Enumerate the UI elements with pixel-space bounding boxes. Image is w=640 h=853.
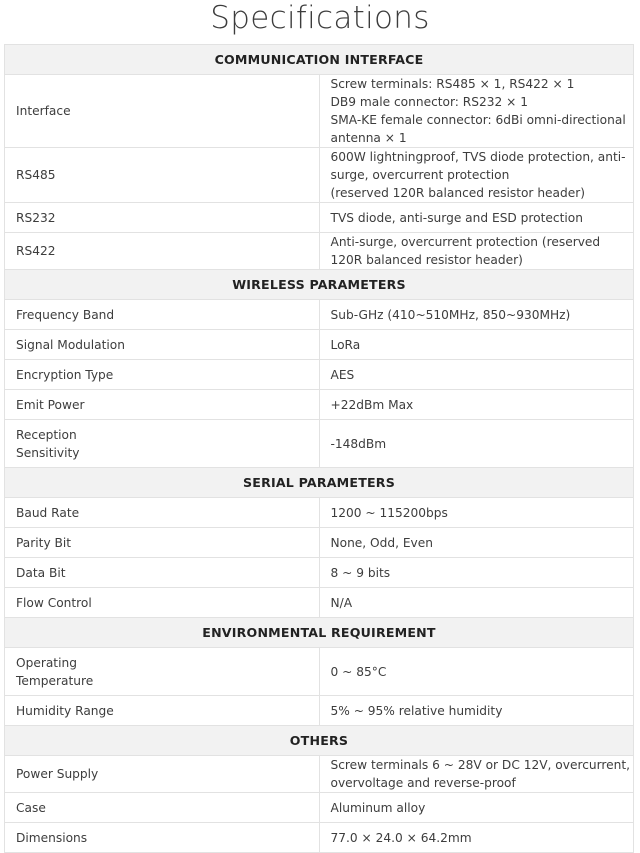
spec-row-data-bit (5, 558, 634, 588)
spec-value (319, 360, 634, 390)
spec-label (5, 390, 320, 420)
spec-row-rs232 (5, 203, 634, 233)
spec-label-line: Reception (16, 427, 77, 442)
spec-value (319, 203, 634, 233)
spec-row-power-supply (5, 756, 634, 793)
spec-value (319, 558, 634, 588)
spec-value-line: +22dBm Max (330, 397, 414, 412)
spec-value (319, 756, 634, 793)
spec-value (319, 330, 634, 360)
spec-label-line: Encryption Type (16, 367, 114, 382)
spec-row-rs422 (5, 233, 634, 270)
spec-row-case (5, 793, 634, 823)
spec-row-dimensions (5, 823, 634, 853)
spec-label-line: Data Bit (16, 565, 66, 580)
spec-value-line: Screw terminals: RS485 × 1, RS422 × 1 (330, 77, 575, 91)
spec-value-line: 77.0 × 24.0 × 64.2mm (330, 830, 472, 845)
spec-label (5, 528, 320, 558)
page-title: Specifications (210, 0, 430, 36)
spec-value-line: N/A (330, 595, 353, 610)
section-heading: OTHERS (5, 726, 634, 756)
spec-value (319, 148, 634, 203)
spec-value-line: SMA-KE female connector: 6dBi omni-directional antenna × 1 (330, 113, 626, 145)
section-heading: WIRELESS PARAMETERS (5, 270, 634, 300)
spec-value (319, 793, 634, 823)
spec-value-line: TVS diode, anti-surge and ESD protection (330, 210, 583, 225)
spec-label-line: Interface (16, 104, 71, 118)
spec-label (5, 696, 320, 726)
spec-label-line: Humidity Range (16, 703, 114, 718)
spec-label (5, 233, 320, 270)
section-header-others (5, 726, 634, 756)
spec-value-line: LoRa (330, 337, 361, 352)
spec-value (319, 420, 634, 468)
spec-label (5, 300, 320, 330)
spec-value (319, 588, 634, 618)
spec-row-operating-temperature (5, 648, 634, 696)
spec-row-reception-sensitivity (5, 420, 634, 468)
spec-row-rs485 (5, 148, 634, 203)
spec-value (319, 648, 634, 696)
spec-label-line: Signal Modulation (16, 337, 125, 352)
spec-label-line: Baud Rate (16, 505, 80, 520)
spec-label-line: Sensitivity (16, 445, 80, 460)
spec-label-line: Operating (16, 655, 77, 670)
spec-value-line: 8 ~ 9 bits (330, 565, 391, 580)
spec-value-line: AES (330, 367, 355, 382)
spec-row-parity-bit (5, 528, 634, 558)
spec-table (4, 44, 634, 853)
spec-value-line: Screw terminals 6 ~ 28V or DC 12V, overcurrent, overvoltage and reverse-proof (330, 758, 631, 790)
spec-label-line: RS232 (16, 210, 56, 225)
section-heading: SERIAL PARAMETERS (5, 468, 634, 498)
spec-row-emit-power (5, 390, 634, 420)
spec-label-line: RS422 (16, 244, 56, 258)
spec-value (319, 75, 634, 148)
spec-label (5, 756, 320, 793)
spec-label-line: Case (16, 800, 46, 815)
spec-value-line: None, Odd, Even (330, 535, 433, 550)
spec-row-baud-rate (5, 498, 634, 528)
spec-label (5, 498, 320, 528)
spec-value-line: 0 ~ 85°C (330, 664, 387, 679)
spec-label-line: Power Supply (16, 767, 99, 781)
spec-label-line: Dimensions (16, 830, 88, 845)
spec-table-body (5, 45, 634, 853)
spec-label (5, 558, 320, 588)
spec-row-frequency-band (5, 300, 634, 330)
spec-label-line: Flow Control (16, 595, 92, 610)
spec-label (5, 588, 320, 618)
spec-value-line: -148dBm (330, 436, 387, 451)
spec-label (5, 793, 320, 823)
spec-label (5, 330, 320, 360)
spec-label-line: Parity Bit (16, 535, 72, 550)
spec-value (319, 390, 634, 420)
spec-value-line: 5% ~ 95% relative humidity (330, 703, 503, 718)
spec-value-line: 600W lightningproof, TVS diode protection, anti-surge, overcurrent protection (330, 150, 626, 182)
spec-row-signal-modulation (5, 330, 634, 360)
spec-value (319, 823, 634, 853)
spec-value-line: Sub-GHz (410~510MHz, 850~930MHz) (330, 307, 571, 322)
spec-label (5, 823, 320, 853)
spec-value (319, 300, 634, 330)
spec-value (319, 233, 634, 270)
spec-label (5, 75, 320, 148)
spec-label-line: Temperature (16, 673, 94, 688)
spec-label (5, 648, 320, 696)
spec-value-line: (reserved 120R balanced resistor header) (330, 186, 586, 200)
spec-label (5, 148, 320, 203)
spec-label-line: RS485 (16, 168, 56, 182)
spec-value-line: Aluminum alloy (330, 800, 426, 815)
spec-row-interface (5, 75, 634, 148)
section-heading: ENVIRONMENTAL REQUIREMENT (5, 618, 634, 648)
spec-value-line: 1200 ~ 115200bps (330, 505, 448, 520)
spec-value-line: DB9 male connector: RS232 × 1 (330, 95, 528, 109)
spec-value (319, 696, 634, 726)
spec-label-line: Frequency Band (16, 307, 115, 322)
spec-row-flow-control (5, 588, 634, 618)
spec-label (5, 420, 320, 468)
section-header-wireless-parameters (5, 270, 634, 300)
spec-value-line: Anti-surge, overcurrent protection (reserved 120R balanced resistor header) (330, 235, 601, 267)
spec-label (5, 203, 320, 233)
section-header-environmental-requirement (5, 618, 634, 648)
spec-label-line: Emit Power (16, 397, 85, 412)
section-header-serial-parameters (5, 468, 634, 498)
spec-label (5, 360, 320, 390)
spec-row-encryption-type (5, 360, 634, 390)
spec-value (319, 528, 634, 558)
section-header-communication-interface (5, 45, 634, 75)
section-heading: COMMUNICATION INTERFACE (5, 45, 634, 75)
spec-value (319, 498, 634, 528)
spec-row-humidity-range (5, 696, 634, 726)
